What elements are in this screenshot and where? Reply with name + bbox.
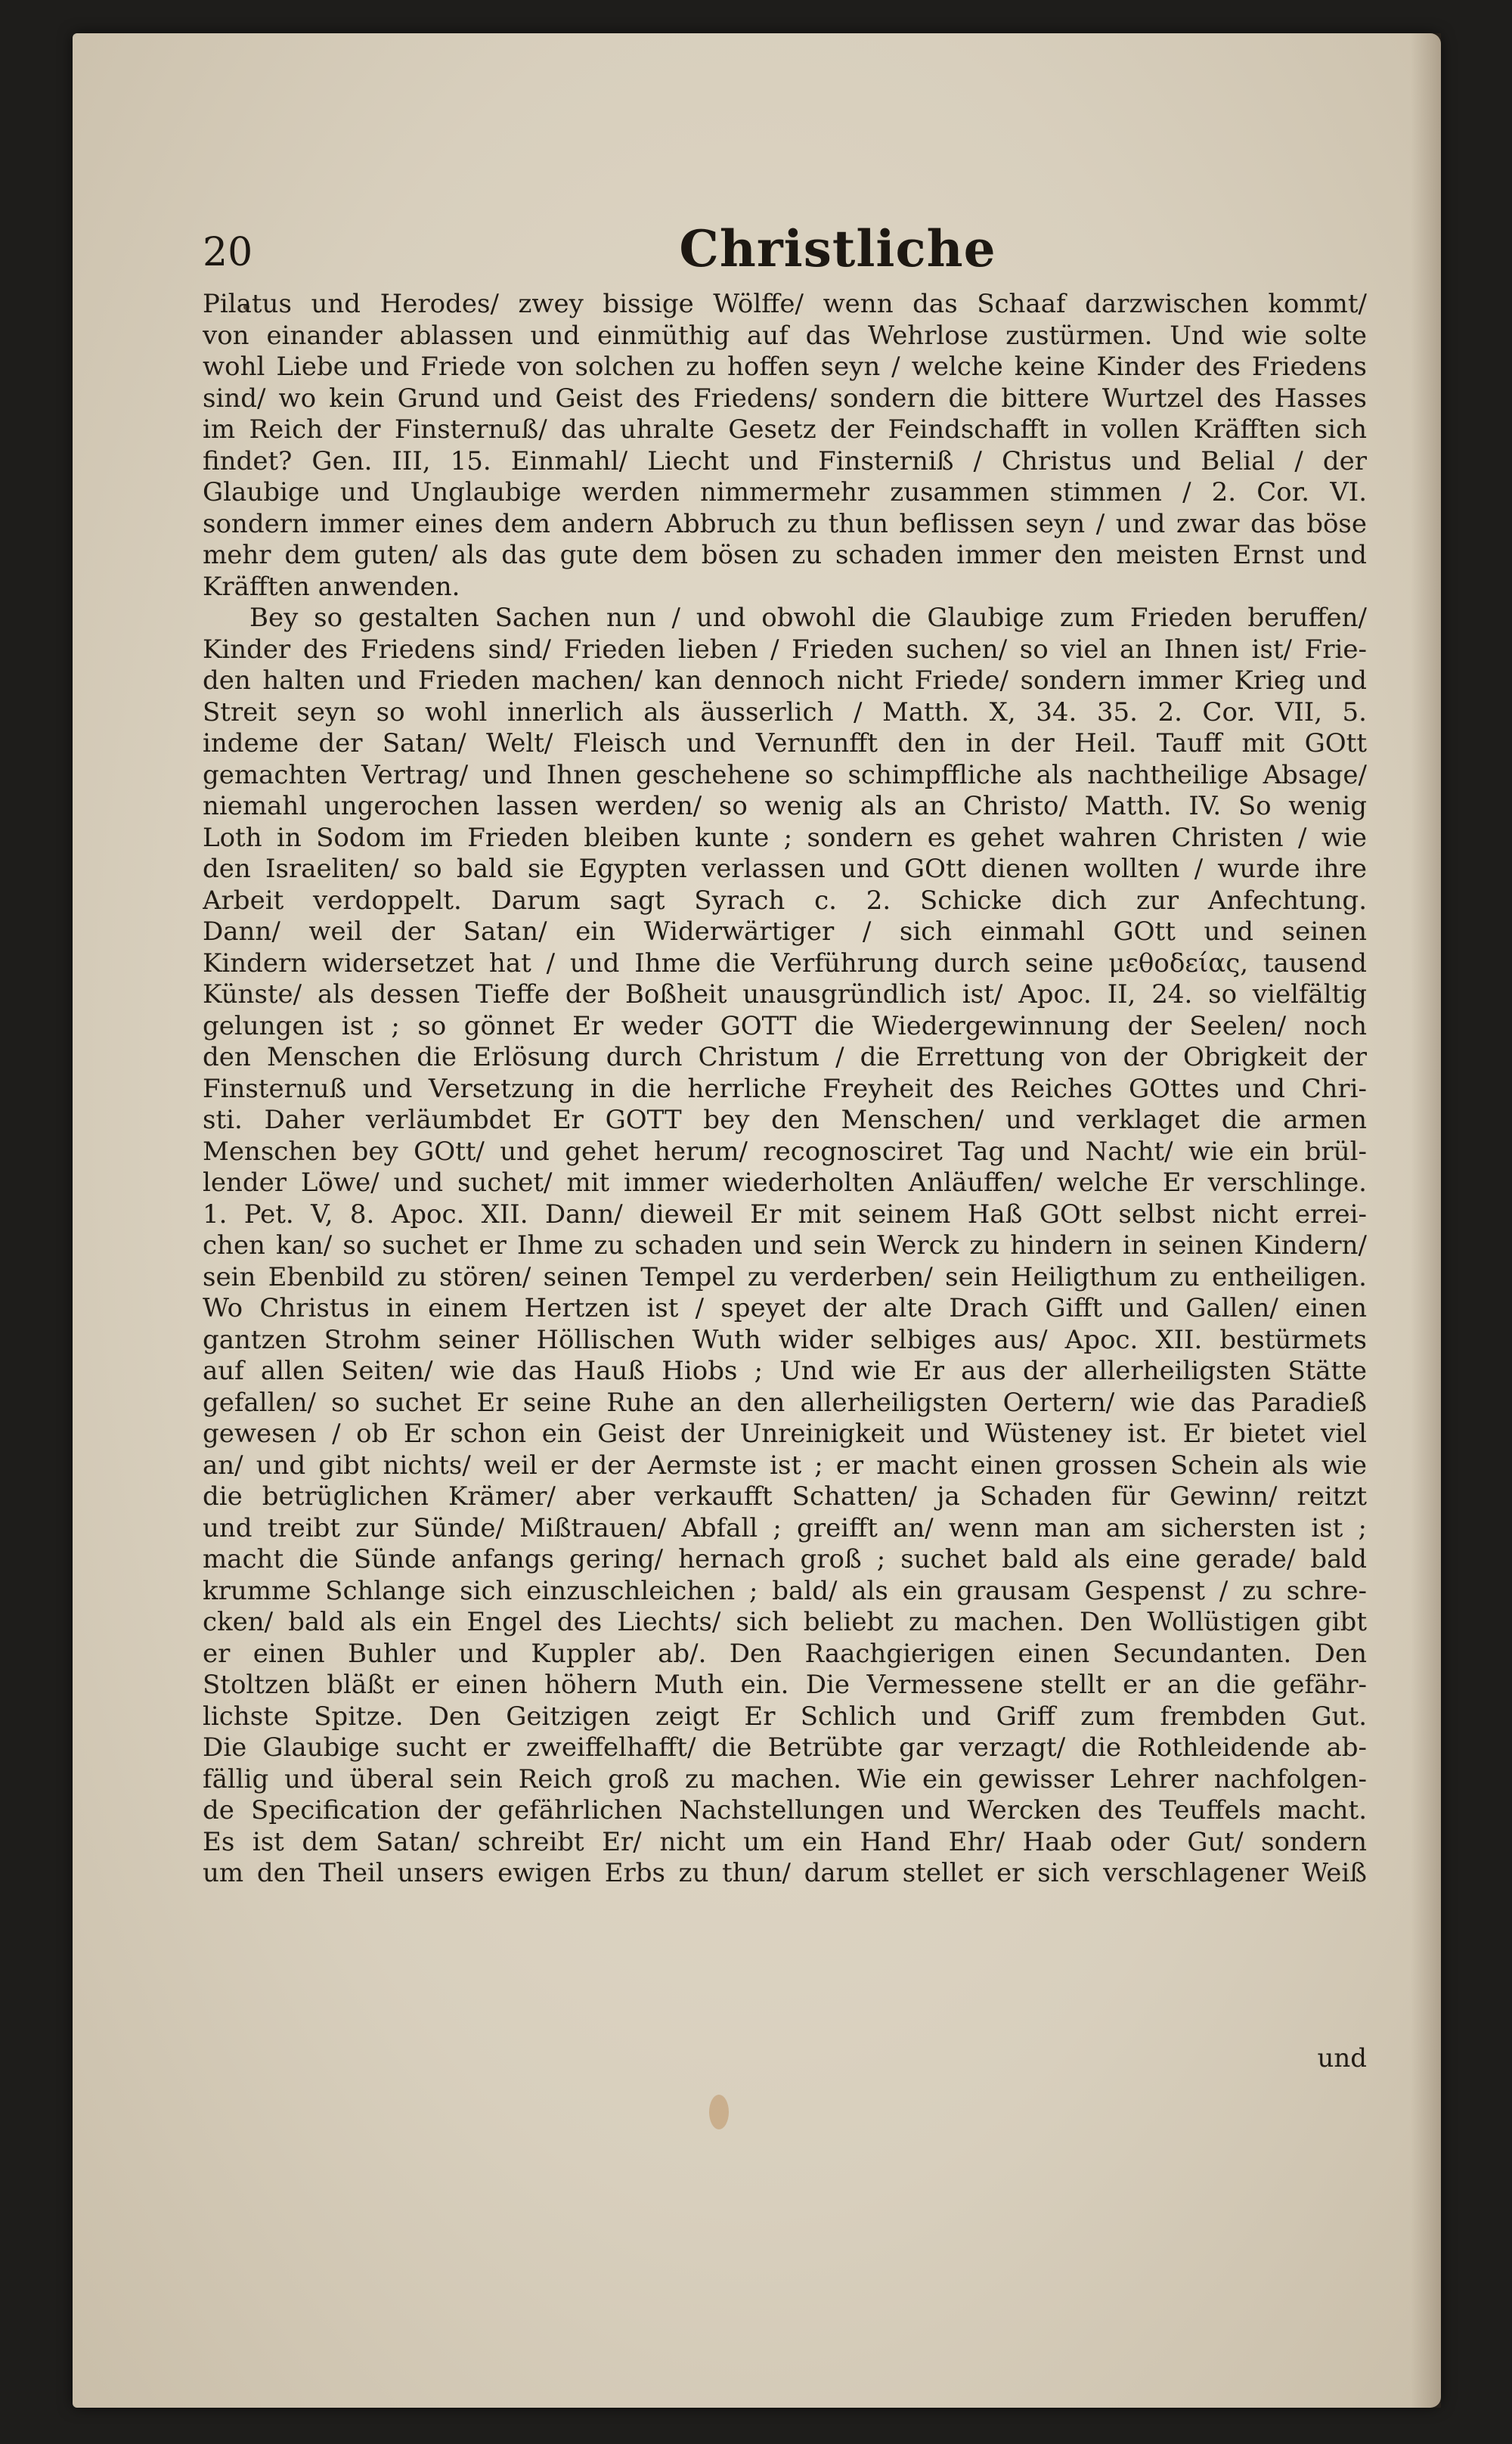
text-line: Wo Christus in einem Hertzen ist / speyet der alte Drach Gifft und Gallen/ einen <box>203 1293 1367 1323</box>
text-line: Künste/ als dessen Tieffe der Boßheit unausgründlich ist/ Apoc. II, 24. so vielfältig <box>203 979 1367 1010</box>
text-line: und treibt zur Sünde/ Mißtrauen/ Abfall ; greifft an/ wenn man am sichersten ist ; <box>203 1512 1367 1543</box>
text-line: Pilatus und Herodes/ zwey bissige Wölffe/ wenn das Schaaf darzwischen kommt/ <box>203 289 1367 319</box>
catchword: und <box>1317 2043 1367 2073</box>
body-text <box>203 289 1367 1890</box>
text-line: findet? Gen. III, 15. Einmahl/ Liecht und Finsterniß / Christus und Belial / der <box>203 445 1367 476</box>
text-line: Menschen bey GOtt/ und gehet herum/ recognosciret Tag und Nacht/ wie ein brül- <box>203 1136 1367 1167</box>
text-line: 1. Pet. V, 8. Apoc. XII. Dann/ dieweil Er mit seinem Haß GOtt selbst nicht errei- <box>203 1199 1367 1230</box>
text-line: Finsternuß und Versetzung in die herrliche Freyheit des Reiches GOttes und Chri- <box>203 1073 1367 1104</box>
text-line: cken/ bald als ein Engel des Liechts/ sich beliebt zu machen. Den Wollüstigen gibt <box>203 1607 1367 1637</box>
text-line: Kindern widersetzet hat / und Ihme die Verführung durch seine μεθοδείας, tausend <box>203 948 1367 979</box>
text-line: Bey so gestalten Sachen nun / und obwohl die Glaubige zum Frieden beruffen/ <box>249 603 1367 633</box>
text-line: im Reich der Finsternuß/ das uhralte Gesetz der Feindschafft in vollen Kräfften sich <box>203 414 1367 445</box>
text-line: auf allen Seiten/ wie das Hauß Hiobs ; Und wie Er aus der allerheiligsten Stätte <box>203 1356 1367 1386</box>
text-line: Dann/ weil der Satan/ ein Widerwärtiger / sich einmahl GOtt und seinen <box>203 916 1367 947</box>
text-line: Streit seyn so wohl innerlich als äusserlich / Matth. X, 34. 35. 2. Cor. VII, 5. <box>203 696 1367 727</box>
text-line: gemachten Vertrag/ und Ihnen geschehene so schimpffliche als nachtheilige Absage/ <box>203 759 1367 790</box>
text-line: gelungen ist ; so gönnet Er weder GOTT die Wiedergewinnung der Seelen/ noch <box>203 1010 1367 1041</box>
text-line: gewesen / ob Er schon ein Geist der Unreinigkeit und Wüsteney ist. Er bietet viel <box>203 1419 1367 1449</box>
text-line: macht die Sünde anfangs gering/ hernach groß ; suchet bald als eine gerade/ bald <box>203 1544 1367 1574</box>
text-line: an/ und gibt nichts/ weil er der Aermste ist ; er macht einen grossen Schein als wie <box>203 1450 1367 1481</box>
text-line: um den Theil unsers ewigen Erbs zu thun/ darum stellet er sich verschlagener Weiß <box>203 1858 1367 1888</box>
text-line: lender Löwe/ und suchet/ mit immer wiederholten Anläuffen/ welche Er verschlinge. <box>203 1168 1367 1198</box>
text-line: chen kan/ so suchet er Ihme zu schaden und sein Werck zu hindern in seinen Kindern/ <box>203 1230 1367 1261</box>
text-line: Stoltzen bläßt er einen höhern Muth ein. Die Vermessene stellt er an die gefähr- <box>203 1670 1367 1700</box>
text-line: indeme der Satan/ Welt/ Fleisch und Vernunfft den in der Heil. Tauff mit GOtt <box>203 728 1367 758</box>
text-line: de Specification der gefährlichen Nachstellungen und Wercken des Teuffels macht. <box>203 1795 1367 1825</box>
text-line: gefallen/ so suchet Er seine Ruhe an den allerheiligsten Oertern/ wie das Paradieß <box>203 1387 1367 1418</box>
page-header <box>203 219 1367 287</box>
text-line: Es ist dem Satan/ schreibt Er/ nicht um ein Hand Ehr/ Haab oder Gut/ sondern <box>203 1826 1367 1857</box>
text-line: Arbeit verdoppelt. Darum sagt Syrach c. 2. Schicke dich zur Anfechtung. <box>203 885 1367 916</box>
text-line: Glaubige und Unglaubige werden nimmermehr zusammen stimmen / 2. Cor. VI. <box>203 477 1367 507</box>
text-line: sondern immer eines dem andern Abbruch zu thun beflissen seyn / und zwar das böse <box>203 508 1367 539</box>
running-head: Christliche <box>679 219 996 278</box>
text-line: wohl Liebe und Friede von solchen zu hoffen seyn / welche keine Kinder des Friedens <box>203 352 1367 382</box>
text-line: niemahl ungerochen lassen werden/ so wenig als an Christo/ Matth. IV. So wenig <box>203 791 1367 821</box>
page-number: 20 <box>203 230 253 275</box>
text-line: den halten und Frieden machen/ kan dennoch nicht Friede/ sondern immer Krieg und <box>203 665 1367 696</box>
page-edge-shadow <box>1411 33 1441 2408</box>
text-line: Kinder des Friedens sind/ Frieden lieben / Frieden suchen/ so viel an Ihnen ist/ Frie- <box>203 634 1367 665</box>
text-line: den Menschen die Erlösung durch Christum / die Errettung von der Obrigkeit der <box>203 1042 1367 1072</box>
text-line: Loth in Sodom im Frieden bleiben kunte ; sondern es gehet wahren Christen / wie <box>203 822 1367 853</box>
paper-stain <box>709 2095 729 2129</box>
text-line: gantzen Strohm seiner Höllischen Wuth wider selbiges aus/ Apoc. XII. bestürmets <box>203 1324 1367 1355</box>
text-line: fällig und überal sein Reich groß zu machen. Wie ein gewisser Lehrer nachfolgen- <box>203 1763 1367 1794</box>
text-line: krumme Schlange sich einzuschleichen ; bald/ als ein grausam Gespenst / zu schre- <box>203 1575 1367 1606</box>
text-line: er einen Buhler und Kuppler ab/. Den Raachgierigen einen Secundanten. Den <box>203 1638 1367 1669</box>
text-line: Die Glaubige sucht er zweiffelhafft/ die Betrübte gar verzagt/ die Rothleidende ab- <box>203 1732 1367 1763</box>
text-line: den Israeliten/ so bald sie Egypten verlassen und GOtt dienen wollten / wurde ihre <box>203 854 1367 884</box>
text-line: von einander ablassen und einmüthig auf das Wehrlose zustürmen. Und wie solte <box>203 320 1367 351</box>
text-line: Kräfften anwenden. <box>203 571 460 602</box>
text-line: sti. Daher verläumbdet Er GOTT bey den Menschen/ und verklaget die armen <box>203 1105 1367 1135</box>
text-line: die betrüglichen Krämer/ aber verkaufft Schatten/ ja Schaden für Gewinn/ reitzt <box>203 1481 1367 1512</box>
text-line: lichste Spitze. Den Geitzigen zeigt Er Schlich und Griff zum frembden Gut. <box>203 1701 1367 1732</box>
text-line: sein Ebenbild zu stören/ seinen Tempel zu verderben/ sein Heiligthum zu entheiligen. <box>203 1261 1367 1292</box>
text-line: mehr dem guten/ als das gute dem bösen zu schaden immer den meisten Ernst und <box>203 540 1367 570</box>
text-line: sind/ wo kein Grund und Geist des Friedens/ sondern die bittere Wurtzel des Hasses <box>203 383 1367 414</box>
